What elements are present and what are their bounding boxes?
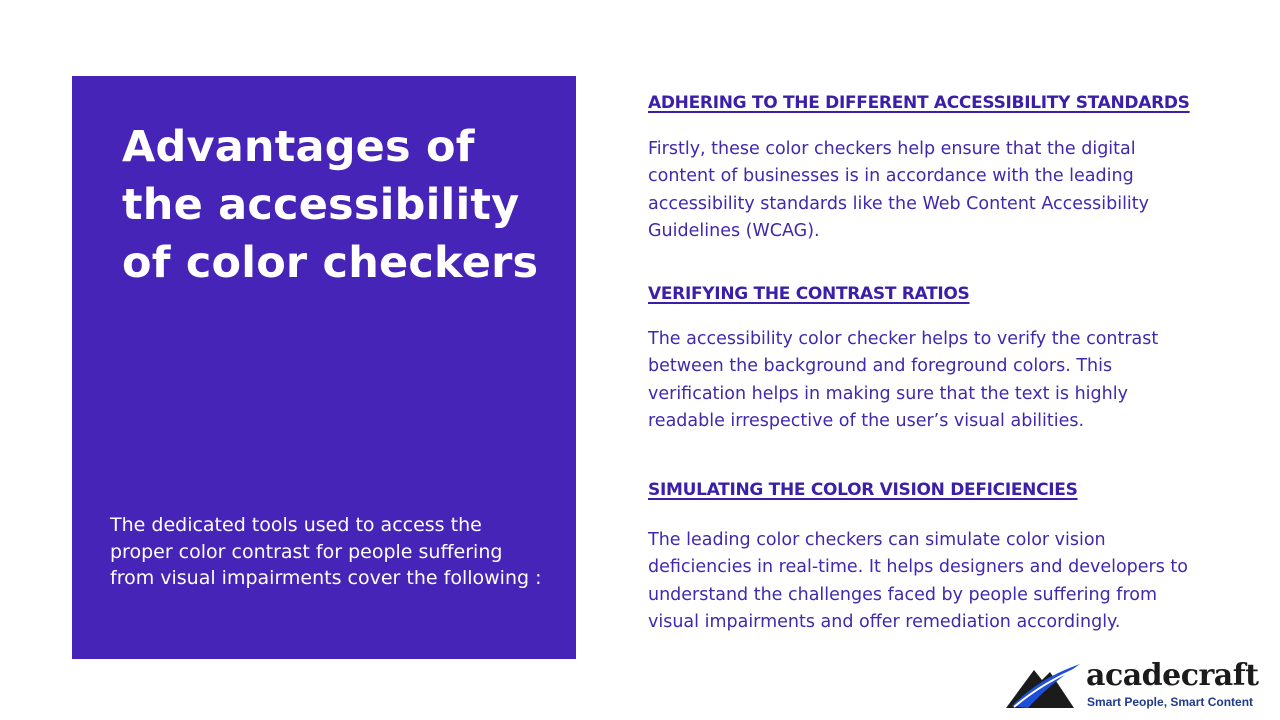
- slide-title: Advantages of the accessibility of color checkers: [122, 122, 539, 288]
- section-body: Firstly, these color checkers help ensure that the digital content of businesses is in accordance with the leading accessibility standards like the Web Content Accessibility Guidelines (WCAG).: [648, 139, 1150, 241]
- title-panel: [72, 76, 576, 659]
- section-body: The leading color checkers can simulate color vision deficiencies in real-time. It helps designers and developers to understand the challenges faced by people suffering from visual impairments and offer remediation accordingly.: [648, 530, 1188, 632]
- section-heading: ADHERING TO THE DIFFERENT ACCESSIBILITY STANDARDS: [648, 93, 1190, 113]
- section-body: The accessibility color checker helps to verify the contrast between the background and foreground colors. This verification helps in making sure that the text is highly readable irrespective of the user’s visual abilities.: [648, 329, 1159, 431]
- section-accessibility-standards: [648, 91, 1228, 245]
- logo-tagline: Smart People, Smart Content: [1087, 695, 1254, 709]
- acadecraft-logo: [1004, 658, 1270, 712]
- logo-name: acadecraft: [1086, 658, 1259, 693]
- section-color-vision-deficiencies: [648, 478, 1228, 636]
- section-heading: SIMULATING THE COLOR VISION DEFICIENCIES: [648, 480, 1078, 500]
- section-heading: VERIFYING THE CONTRAST RATIOS: [648, 284, 970, 304]
- mountain-swoosh-icon: [1004, 660, 1082, 710]
- section-contrast-ratios: [648, 282, 1228, 435]
- intro-text: The dedicated tools used to access the proper color contrast for people suffering from visual impairments cover the following :: [110, 514, 542, 589]
